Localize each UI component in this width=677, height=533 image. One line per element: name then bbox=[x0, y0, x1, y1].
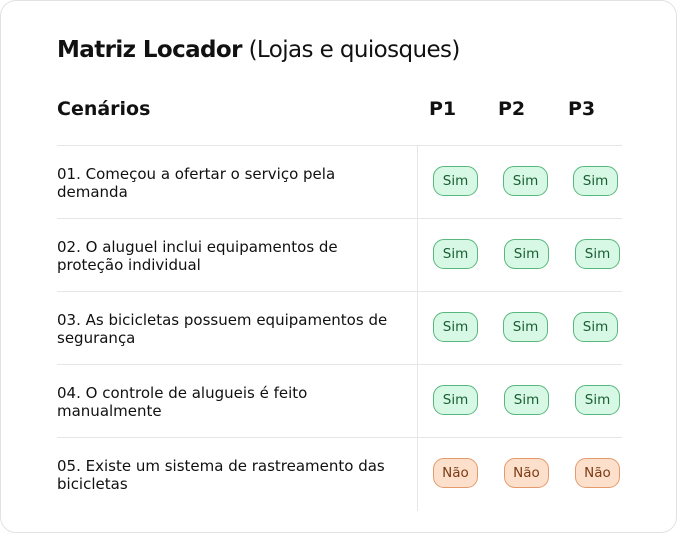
status-badge-p2: Sim bbox=[504, 239, 549, 269]
table-row bbox=[57, 437, 622, 511]
status-badge-p1: Sim bbox=[433, 239, 478, 269]
status-badge-p2: Sim bbox=[503, 166, 548, 196]
scenario-label: 02. O aluguel inclui equipamentos de proteção individual bbox=[57, 238, 338, 274]
scenario-label: 03. As bicicletas possuem equipamentos de segurança bbox=[57, 311, 388, 347]
scenario-label: 05. Existe um sistema de rastreamento das bicicletas bbox=[57, 457, 385, 493]
status-badge-p2: Sim bbox=[503, 312, 548, 342]
scenario-label: 01. Começou a ofertar o serviço pela demanda bbox=[57, 165, 336, 201]
table-row bbox=[57, 364, 622, 438]
status-badge-p1: Não bbox=[433, 458, 478, 488]
title-subtitle: (Lojas e quiosques) bbox=[248, 37, 460, 63]
status-badge-p3: Sim bbox=[573, 166, 618, 196]
status-badge-p3: Não bbox=[575, 458, 620, 488]
column-header-scenarios: Cenários bbox=[57, 98, 151, 120]
table-row bbox=[57, 291, 622, 365]
status-badge-p3: Sim bbox=[575, 385, 620, 415]
title-main: Matriz Locador bbox=[57, 37, 242, 63]
table-row bbox=[57, 145, 622, 219]
column-header-p3: P3 bbox=[568, 98, 596, 120]
status-badge-p1: Sim bbox=[433, 312, 478, 342]
status-badge-p3: Sim bbox=[573, 312, 618, 342]
column-header-p1: P1 bbox=[429, 98, 457, 120]
status-badge-p2: Sim bbox=[504, 385, 549, 415]
status-badge-p1: Sim bbox=[433, 385, 478, 415]
page-title bbox=[57, 34, 460, 66]
status-badge-p1: Sim bbox=[433, 166, 478, 196]
status-badge-p2: Não bbox=[504, 458, 549, 488]
scenario-label: 04. O controle de alugueis é feito manualmente bbox=[57, 384, 308, 420]
table-row bbox=[57, 218, 622, 292]
status-badge-p3: Sim bbox=[575, 239, 620, 269]
column-header-p2: P2 bbox=[498, 98, 526, 120]
